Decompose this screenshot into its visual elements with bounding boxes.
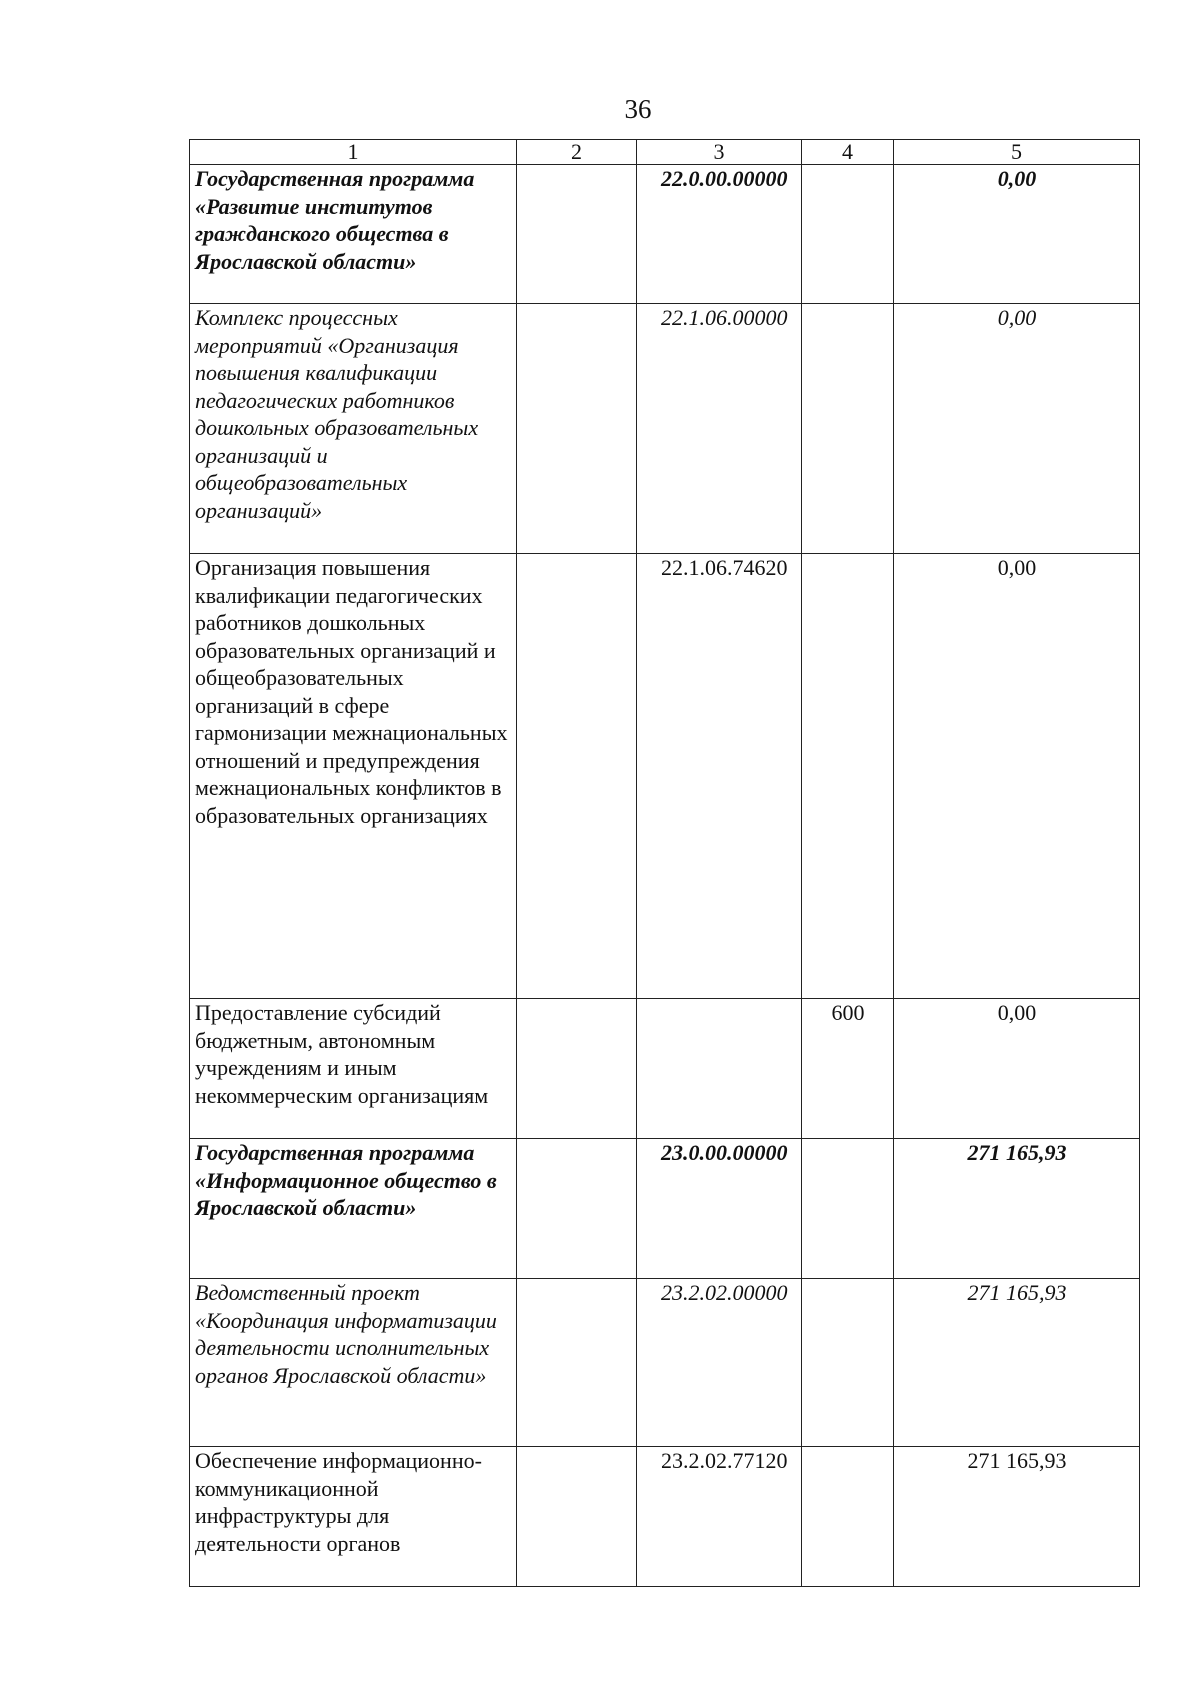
row-amount: 271 165,93 xyxy=(894,1139,1140,1279)
row-col2 xyxy=(517,165,637,304)
row-col2 xyxy=(517,304,637,554)
row-amount: 271 165,93 xyxy=(894,1447,1140,1587)
row-col2 xyxy=(517,554,637,999)
row-amount: 0,00 xyxy=(894,304,1140,554)
row-type xyxy=(802,304,894,554)
row-name: Государственная программа «Информационное общество в Ярославской области» xyxy=(190,1139,517,1279)
table-row xyxy=(190,1279,1140,1447)
row-amount: 0,00 xyxy=(894,165,1140,304)
row-code: 22.0.00.00000 xyxy=(637,165,802,304)
page-number: 36 xyxy=(624,94,652,124)
table-row xyxy=(190,1139,1140,1279)
row-code: 23.0.00.00000 xyxy=(637,1139,802,1279)
row-code: 23.2.02.00000 xyxy=(637,1279,802,1447)
row-name: Ведомственный проект «Координация информатизации деятельности исполнительных органов Ярославской области» xyxy=(190,1279,517,1447)
row-amount: 0,00 xyxy=(894,999,1140,1139)
budget-table xyxy=(189,139,1140,1587)
column-header: 3 xyxy=(637,140,802,165)
row-type xyxy=(802,165,894,304)
row-amount: 271 165,93 xyxy=(894,1279,1140,1447)
column-header: 1 xyxy=(190,140,517,165)
row-col2 xyxy=(517,1279,637,1447)
row-name: Предоставление субсидий бюджетным, автономным учреждениям и иным некоммерческим организациям xyxy=(190,999,517,1139)
row-type xyxy=(802,1279,894,1447)
row-amount: 0,00 xyxy=(894,554,1140,999)
row-col2 xyxy=(517,1139,637,1279)
column-header: 2 xyxy=(517,140,637,165)
row-code xyxy=(637,999,802,1139)
table-row xyxy=(190,999,1140,1139)
table-header-row xyxy=(190,140,1140,165)
row-name: Обеспечение информационно-коммуникационной инфраструктуры для деятельности органов xyxy=(190,1447,517,1587)
row-col2 xyxy=(517,999,637,1139)
row-type xyxy=(802,1447,894,1587)
row-type xyxy=(802,554,894,999)
table-row xyxy=(190,304,1140,554)
column-header: 4 xyxy=(802,140,894,165)
column-header: 5 xyxy=(894,140,1140,165)
row-code: 22.1.06.00000 xyxy=(637,304,802,554)
row-name: Комплекс процессных мероприятий «Организация повышения квалификации педагогических работников дошкольных образовательных организаций и общеобразовательных организаций» xyxy=(190,304,517,554)
row-code: 23.2.02.77120 xyxy=(637,1447,802,1587)
table-row xyxy=(190,554,1140,999)
row-name: Государственная программа «Развитие институтов гражданского общества в Ярославской области» xyxy=(190,165,517,304)
row-code: 22.1.06.74620 xyxy=(637,554,802,999)
table-row xyxy=(190,1447,1140,1587)
row-type xyxy=(802,1139,894,1279)
row-name: Организация повышения квалификации педагогических работников дошкольных образовательных организаций и общеобразовательных организаций в сфере гармонизации межнациональных отношений и предупреждения межнациональных конфликтов в образовательных организациях xyxy=(190,554,517,999)
row-col2 xyxy=(517,1447,637,1587)
table-row xyxy=(190,165,1140,304)
row-type: 600 xyxy=(802,999,894,1139)
